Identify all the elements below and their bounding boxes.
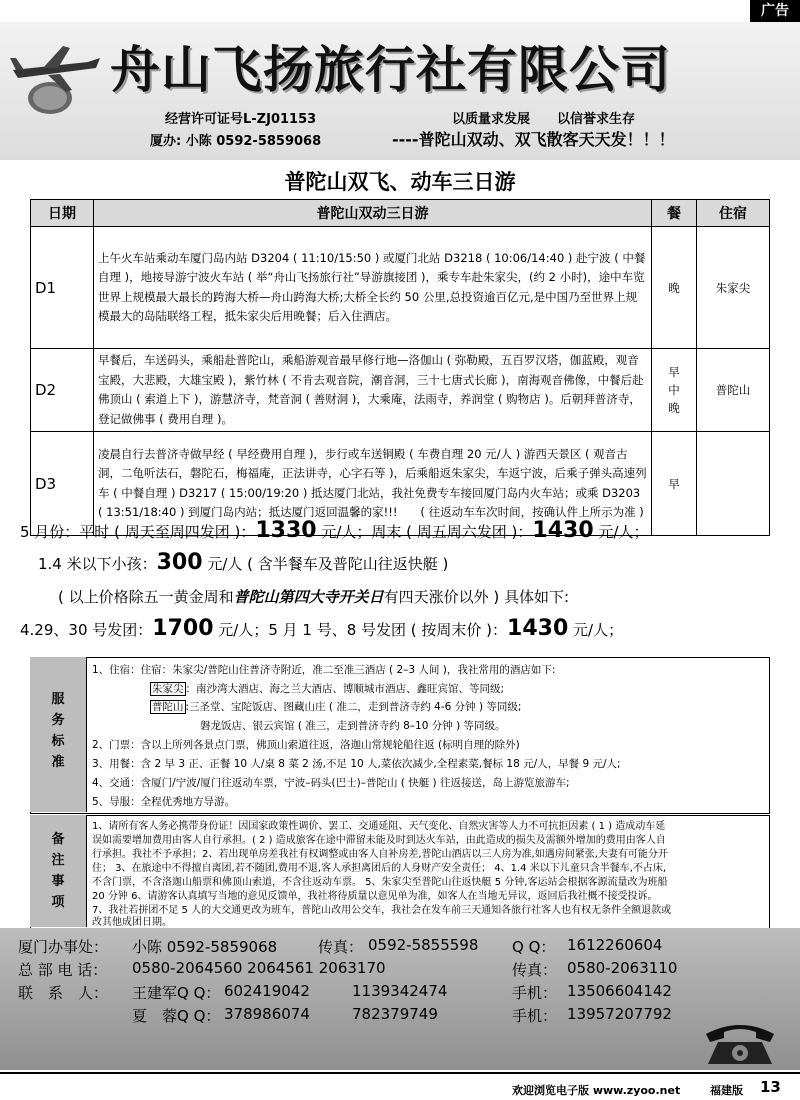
motto-credit: 以信誉求生存 — [557, 112, 636, 127]
col-stay: 住宿 — [697, 200, 770, 227]
contact-wang-mobile: 13506604142 — [567, 982, 672, 1000]
license-number: 经营许可证号L-ZJ01153 — [165, 112, 317, 127]
note-line: 改其他成团日期。 — [92, 917, 172, 928]
contact-xiamen-fax: 0592-5855598 — [368, 936, 479, 954]
service-label-char: 务 — [51, 713, 65, 728]
note-line: 1、请所有客人务必携带身份证！因国家政策性调价、罢工、交通延阻、天气变化、自然灾害等人力不可抗拒因素 ( 1 ) 造成动车延 — [92, 821, 666, 832]
tag-zhujiajian: 朱家尖 — [152, 683, 184, 695]
day-meal: 早中晚 — [652, 349, 697, 432]
day-stay: 普陀山 — [697, 349, 770, 432]
contact-xia-mobile-label: 手机： — [512, 1007, 558, 1025]
notes-label-char: 事 — [51, 874, 65, 889]
table-row — [31, 227, 770, 349]
contact-hq-tels: 0580-2064560 2064561 2063170 — [132, 959, 386, 977]
contact-xia-name: 夏 蓉Q Q： — [132, 1007, 221, 1025]
notes-label-char: 注 — [51, 853, 65, 868]
notes-label-char: 备 — [51, 832, 65, 847]
contact-xiamen-tel: 小陈 0592-5859068 — [132, 938, 278, 956]
contact-xiamen-label: 厦门办事处： — [18, 938, 109, 956]
price-child: 1.4 米以下小孩：300 元/人 ( 含半餐车及普陀山往返快艇 ) — [38, 550, 449, 575]
motto-quality: 以质量求发展 — [452, 112, 531, 127]
footer-divider — [0, 1072, 800, 1074]
note-line: 行承担。我社不予承担；2、若出现单房差我社有权调整或由客人自补房差,普陀山酒店以三人房为准,如遇房间紧张,夫妻有可能分开 — [92, 849, 668, 860]
col-route: 普陀山双动三日游 — [94, 200, 652, 227]
contact-xia-qq1: 378986074 — [224, 1005, 310, 1023]
contact-xia-qq2: 782379749 — [352, 1005, 438, 1023]
service-guide: 5、导服：全程优秀地方导游。 — [92, 796, 236, 808]
service-hotels-more: 磐龙饭店、银云宾馆 ( 准三，走到普济寺约 8–10 分钟 ) 等同级。 — [200, 720, 506, 732]
contact-xia-mobile: 13957207792 — [567, 1005, 672, 1023]
service-label-char: 准 — [51, 755, 65, 770]
service-label-char: 标 — [51, 734, 65, 749]
contact-hq-fax-label: 传真： — [512, 961, 558, 979]
ad-tag: 广告 — [750, 0, 800, 22]
contact-xiamen-fax-label: 传真： — [318, 938, 364, 956]
contact-wang-name: 王建军Q Q： — [132, 984, 221, 1002]
day-meal: 早 — [652, 432, 697, 536]
table-header-row — [31, 200, 770, 227]
xiamen-office: 厦办: 小陈 0592-5859068 — [150, 134, 322, 149]
note-line: 20 分钟 6、请游客认真填写当地的意见反馈单，我社将待质量以意见单为准，如客人在当地无异议，返回后我社概不接受投诉。 — [92, 891, 658, 902]
tag-putuoshan: 普陀山 — [152, 701, 184, 713]
day-description: 早餐后，车送码头，乘船赴普陀山，乘船游观音最早修行地—洛伽山 ( 弥勒殿，五百罗汉塔，伽蓝殿，观音宝殿，大悲殿，大雄宝殿 )，紫竹林 ( 不肯去观音院，潮音洞，三十七唐式长廊 )，南海观音佛像，中餐后赴佛顶山 ( 索道上下 )，游慧济寺，梵音洞 ( 善财洞 )，大乘庵，法雨寺，养润堂 ( 购物店 )。后朝拜普济寺，登记做佛事 ( 费用自理 )。 — [94, 349, 652, 432]
contact-hq-label: 总 部 电 话： — [18, 961, 108, 979]
day-description: 上午火车站乘动车厦门岛内站 D3204 ( 11:10/15:50 ) 或厦门北站 D3218 ( 10:06/14:40 ) 赴宁波 ( 中餐自理 )，地接导游宁波火车站 ( 举“舟山飞扬旅行社”导游旗接团 )，乘专车赴朱家尖，(约 2 小时)，途中车览世界上规模最大最长的跨海大桥—舟山跨海大桥;大桥全长约 50 公里,总投资逾百亿元,是中国乃至世界上规模最大的岛陆联络工程，抵朱家尖后用晚餐；后入住酒店。 — [94, 227, 652, 349]
slogan: ----普陀山双动、双飞散客天天发！！！ — [392, 130, 675, 149]
day-meal: 晚 — [652, 227, 697, 349]
notes-label — [30, 815, 87, 927]
price-may: 5 月份：平时 ( 周天至周四发团 )：1330 元/人；周末 ( 周五周六发团 )：1430 元/人； — [20, 518, 649, 543]
service-label-char: 服 — [51, 692, 65, 707]
note-line: 不含门票，不含洛迦山船票和佛顶山索道，不含往返动车票。 5、朱家尖至普陀山往返快艇 5 分钟,客运站会根据客源流量改为班船 — [92, 877, 668, 888]
footer-edition: 福建版 — [710, 1084, 743, 1097]
price-note: ( 以上价格除五一黄金周和普陀山第四大寺开关日有四天涨价以外 ) 具体如下: — [58, 588, 570, 606]
itinerary-table — [30, 199, 770, 536]
contact-hq-fax: 0580-2063110 — [567, 959, 678, 977]
day-description: 凌晨自行去普济寺做早经 ( 早经费用自理 )，步行或车送铜殿 ( 车费自理 20 元/人 ) 游西天景区 ( 观音古洞，二龟听法石，磐陀石，梅福庵，正法讲寺，心字石等 )，后乘船返朱家尖，车返宁波，后乘子弹头高速列车 ( 中餐自理 ) D3217 ( 15:00/19:20 ) 抵达厦门北站，我社免费专车接回厦门岛内火车站；或乘 D3203 ( 13:51/18:40 ) 到厦门岛内站；抵达厦门返回温馨的家!!! ( 往返动车车次时间，按确认件上所示为准 ) — [94, 432, 652, 536]
service-meals: 3、用餐：含 2 早 3 正、正餐 10 人/桌 8 菜 2 汤,不足 10 人,菜依次减少,全程素菜,餐标 18 元/人，早餐 9 元/人; — [92, 758, 621, 770]
page-number: 13 — [760, 1078, 781, 1096]
company-name: 舟山飞扬旅行社有限公司 — [110, 40, 671, 99]
col-meal: 餐 — [652, 200, 697, 227]
service-label — [30, 657, 87, 812]
airplane-logo-icon — [8, 40, 103, 120]
note-line: 7、我社若拼团不足 5 人的大交通更改为班车，普陀山改用公交车，我社会在发车前三天通知各旅行社客人也有权无条件全额退款或 — [92, 905, 672, 916]
day-stay: 朱家尖 — [697, 227, 770, 349]
service-hotels-zhujiajian: 朱家尖 ：南沙湾大酒店、海之兰大酒店、博顺城市酒店、鑫旺宾馆、等同级; — [152, 683, 505, 695]
service-lodging: 1、住宿：住宿：朱家尖/普陀山住普济寺附近，准二至准三酒店 ( 2–3 人间 )，我社常用的酒店如下: — [92, 664, 556, 676]
contact-person-label: 联 系 人： — [18, 984, 109, 1002]
day-label: D1 — [31, 227, 94, 349]
contact-wang-qq1: 602419042 — [224, 982, 310, 1000]
service-hotels-putuoshan: 普陀山 :三圣堂、宝陀饭店、图藏山庄 ( 准二，走到普济寺约 4-6 分钟 ) 等同级; — [152, 701, 522, 713]
page-title: 普陀山双飞、动车三日游 — [284, 170, 516, 194]
contact-wang-qq2: 1139342474 — [352, 982, 448, 1000]
service-tickets: 2、门票：含以上所列各景点门票，佛顶山索道往返，洛迦山常规轮船往返 (标明自理的除外) — [92, 739, 520, 751]
note-line: 误如需要增加费用由客人自行承担。( 2 ) 造成旅客在途中滞留未能及时到达火车站，由此造成的损失及需额外增加的费用由客人自 — [92, 835, 666, 846]
service-transport: 4、交通：含厦门/宁波/厦门往返动车票，宁波–码头(巴士)–普陀山 ( 快艇 ) 往返接送，岛上游览旅游车; — [92, 777, 570, 789]
col-date: 日期 — [31, 200, 94, 227]
contact-xiamen-qq: 1612260604 — [567, 936, 663, 954]
note-line: 住； 3、在旅途中不得擅自离团,若不随团,费用不退,客人承担离团后的人身财产安全责任； 4、1.4 米以下儿童只含半餐车,不占床, — [92, 863, 667, 874]
contact-wang-mobile-label: 手机： — [512, 984, 558, 1002]
telephone-icon — [700, 1020, 780, 1068]
table-row — [31, 349, 770, 432]
notes-label-char: 项 — [51, 895, 65, 910]
day-label: D3 — [31, 432, 94, 536]
price-holiday: 4.29、30 号发团：1700 元/人；5 月 1 号、8 号发团 ( 按周末价 )：1430 元/人； — [20, 616, 624, 641]
contact-xiamen-qq-label: Q Q： — [512, 938, 556, 956]
day-label: D2 — [31, 349, 94, 432]
footer-website: 欢迎浏览电子版 www.zyoo.net — [512, 1084, 681, 1097]
